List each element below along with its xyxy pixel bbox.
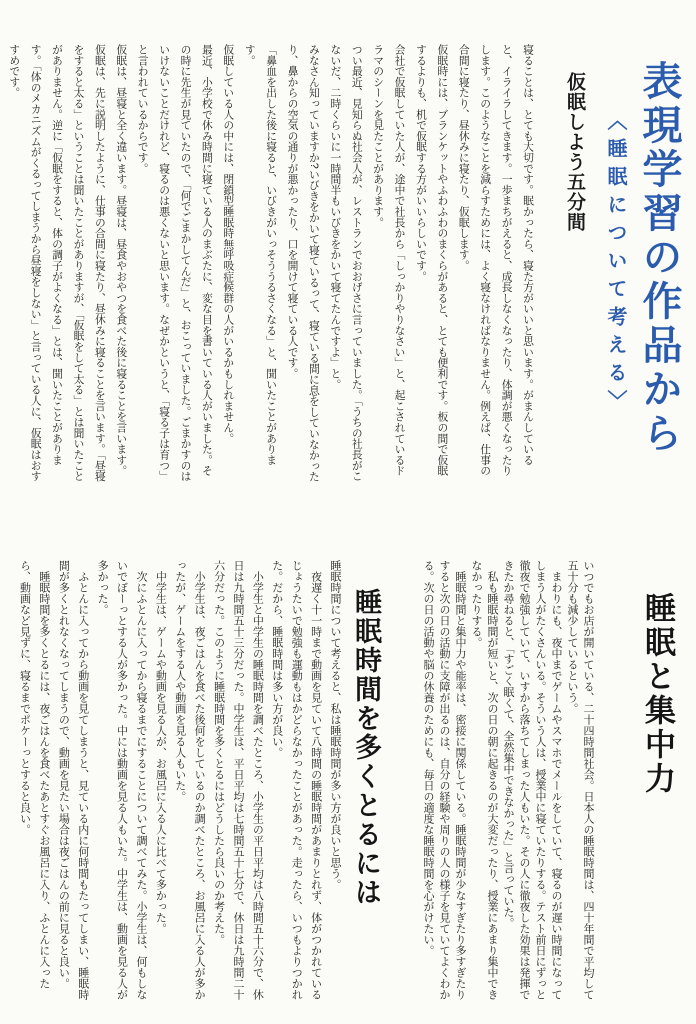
essay1-paragraph: みなさん知っていますか?いびきをかいて寝ているって、寝ている間に息をしていなかったり、鼻からの空気の通りが悪かったり、口を開けて寝ている人です。 bbox=[286, 44, 320, 483]
essay3-title: 睡眠時間を多くとるには bbox=[351, 588, 381, 907]
essay3-paragraph: 中学生は、ゲームや動画を見る人が、お風呂に入る人に比べて多かった。 bbox=[154, 571, 167, 934]
essay2-paragraph: まわりにも、夜中までゲームやスマホでメールをしていて、寝るのが遅い時間になってしまう人がたくさんいる。そういう人は、授業中に寝ていたりする。テスト前日にずっと徹夜で勉強していて、いすから落ちてしまった人もいた。その人に徹夜した効果は発揮できたか尋ねると、「すごく眠くて、全然集中できなかった」と言っていた。 bbox=[502, 560, 562, 1000]
essay3-paragraph: 次にふとんに入ってから寝るまでにすることについて調べてみた。小学生は、何もしないでぼーっとする人が多かった。中には動画を見る人もいた。中学生は、動画を見る人が多かった。 bbox=[96, 560, 147, 1000]
essay1-body bbox=[8, 44, 538, 483]
essay1-paragraph: 仮眠時には、ブランケットやふわふわのまくらがあると、とても便利です。板の間で仮眠するよりも、机で仮眠する方がいいらしいです。 bbox=[414, 44, 449, 476]
essay1-paragraph: 寝ることは、とても大切です。眠かったら、寝た方がいいと思います。がまんしていると、イライラしてきます。一歩まちがえると、成長しなくなったり、体調が悪くなったりします。このようなことを減らすためには、よく寝なければなりません。例えば、仕事の合間に寝たり、昼休みに寝たり、仮眠します。 bbox=[457, 44, 534, 476]
essay2-body bbox=[418, 560, 596, 1006]
essay3-paragraph: 睡眠時間を多くとるには、夜ごはんを食べたあとすぐお風呂に入り、ふとんに入ったら、動画など見ずに、寝るまでポケーっとすると良い。 bbox=[18, 560, 50, 989]
essay1-paragraph: 最近、小学校で休み時間に寝ている人のまぶたに、変な目を書いている人がいました。その時に先生が見ていたので、「何でごまかしてんだ」と、おこっていました。ごまかすのはいけないことだけれど、寝るのは悪くないと思います。なぜかというと、「寝る子は育つ」と言われているからです。 bbox=[136, 44, 213, 482]
essay2-paragraph: いつでもお店が開いている、二十四時間社会。日本人の睡眠時間は、四十年間で平均して五十分も減少しているという。 bbox=[566, 560, 594, 1000]
essay1-paragraph: 仮眠している人の中には、閉鎖型睡眠時無呼吸症候群の人がいるかもしれません。 bbox=[222, 44, 235, 444]
essay2-paragraph: 私も睡眠時間が短いと、次の日の朝に起きるのが大変だったり、授業にあまり集中できなかったりする。 bbox=[470, 560, 498, 1000]
essay3-paragraph: 小学生と中学生の睡眠時間を調べたところ、小学生の平日平均は八時間五十六分で、休日は九時間五十三分だった。中学生は、平日平均は七時間五十七分で、休日は九時間二十六分だった。このように睡眠時間を多くとるにはどうしたら良いのか考えた。 bbox=[212, 560, 264, 1000]
essay3-paragraph: 睡眠時間について考えると、私は睡眠時間が多い方が良いと思う。 bbox=[329, 560, 341, 890]
essay3-paragraph: 夜遅く十一時まで動画を見ていて八時間の睡眠時間があまりとれず、体がつかれているじょうたいで勉強も運動もはかどらなかったことがあった。走ったら、いつもよりつかれた。だから、睡眠時間は多い方が良い。 bbox=[270, 560, 322, 1000]
essay1-paragraph: 仮眠は、昼寝と全く違います。昼寝は、昼食やおやつを食べた後に寝ることを言います。仮眠は、先に説明したように、仕事の合間に寝たり、昼休みに寝ることを言います。「昼寝をすると太る」ということは聞いたことがありますが、「仮眠をして太る」とは聞いたことがありません。逆に「仮眠をすると、体の調子がよくなる」とは、聞いたことがあります。「体のメカニズムがくるってしまうから昼寝をしない」と言っている人に、仮眠はおすすめです。 bbox=[8, 44, 128, 482]
essay3-paragraph: ふとんに入ってから動画を見てしまうと、見ている内に何時間もたってしまい、睡眠時間が多くとれなくなってしまうので、動画を見たい場合は夜ごはんの前に見ると良い。 bbox=[57, 560, 89, 1000]
essay3-body bbox=[10, 560, 344, 1006]
page-subtitle: 〈睡眠について考える〉 bbox=[604, 110, 626, 418]
essay1-paragraph: つい最近、見知らぬ社会人が、レストランでおおげさに言っていました。「うちの社長がこないだ、二時くらいに一時間半もいびきをかいて寝てたんですよ」と。 bbox=[329, 44, 363, 482]
essay1-paragraph: 「鼻血を出した後に寝ると、いびきがいっそううるさくなる」と、聞いたことがあります。 bbox=[243, 44, 278, 466]
essay2-paragraph: 睡眠時間と集中力や能率は、密接に関係している。睡眠時間が少なすぎたり多すぎたりすると次の日の活動に支障が出るのは、自分の経験や周りの人の様子を見ていてよくわかる。次の日の活動や脳の休養のためにも、毎日の適度な睡眠時間を心がけたい。 bbox=[422, 560, 466, 1000]
essay2-title: 睡眠と集中力 bbox=[640, 592, 675, 796]
essay1-title: 仮眠しよう五分間 bbox=[564, 72, 585, 232]
page-title: 表現学習の作品から bbox=[637, 60, 681, 456]
essay3-paragraph: 小学生は、夜ごはんを食べた後何をしているのか調べたところ、お風呂に入る人が多かったが、ゲームをする人や動画を見る人もいた。 bbox=[173, 560, 206, 1000]
essay1-paragraph: 会社で仮眠していた人が、途中で社長から「しっかりやりなさい」と、起こされているドラマのシーンを見たことがあります。 bbox=[372, 44, 406, 476]
